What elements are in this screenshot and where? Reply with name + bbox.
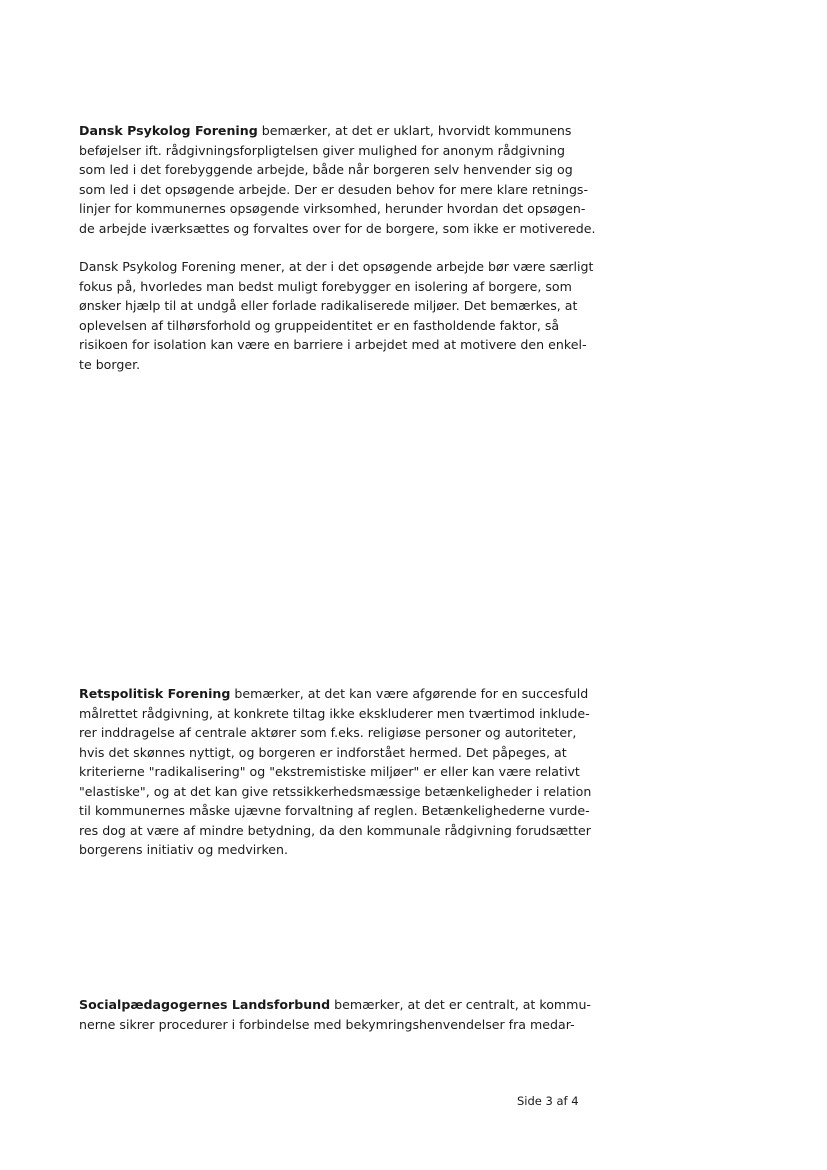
paragraph-line: risikoen for isolation kan være en barriere i arbejdet med at motivere den enkel- <box>79 337 587 352</box>
paragraph-line: til kommunernes måske ujævne forvaltning af reglen. Betænkelighederne vurde- <box>79 803 590 818</box>
paragraph-line: som led i det forebyggende arbejde, både når borgeren selv henvender sig og <box>79 162 573 177</box>
paragraph-line: kriterierne "radikalisering" og "ekstremistiske miljøer" er eller kan være relativt <box>79 764 580 779</box>
page-number: Side 3 af 4 <box>517 1094 579 1108</box>
paragraph-retspolitisk-forening <box>79 684 609 860</box>
paragraph-line: Retspolitisk Forening bemærker, at det kan være afgørende for en succesfuld <box>79 686 589 701</box>
paragraph-line: te borger. <box>79 356 141 372</box>
paragraph-line: res dog at være af mindre betydning, da den kommunale rådgivning forudsætter <box>79 822 591 838</box>
paragraph-dansk-psykolog-forening-1 <box>79 121 609 238</box>
organization-name: Retspolitisk Forening <box>79 686 231 701</box>
paragraph-line: beføjelser ift. rådgivningsforpligtelsen giver mulighed for anonym rådgivning <box>79 142 565 158</box>
paragraph-line: "elastiske", og at det kan give retssikkerhedsmæssige betænkeligheder i relation <box>79 783 592 799</box>
paragraph-line: målrettet rådgivning, at konkrete tiltag ikke ekskluderer men tværtimod inklude- <box>79 705 590 721</box>
paragraph-line: hvis det skønnes nyttigt, og borgeren er indforstået hermed. Det påpeges, at <box>79 744 567 760</box>
organization-name: Dansk Psykolog Forening <box>79 123 258 138</box>
paragraph-line: borgerens initiativ og medvirken. <box>79 842 289 857</box>
paragraph-line: Dansk Psykolog Forening bemærker, at det er uklart, hvorvidt kommunens <box>79 123 572 138</box>
paragraph-line: Socialpædagogernes Landsforbund bemærker, at det er centralt, at kommu- <box>79 997 591 1012</box>
paragraph-dansk-psykolog-forening-2 <box>79 257 609 374</box>
organization-name: Socialpædagogernes Landsforbund <box>79 997 331 1012</box>
paragraph-line: Dansk Psykolog Forening mener, at der i det opsøgende arbejde bør være særligt <box>79 259 594 274</box>
paragraph-line: ønsker hjælp til at undgå eller forlade radikaliserede miljøer. Det bemærkes, at <box>79 298 578 313</box>
paragraph-line: linjer for kommunernes opsøgende virksomhed, herunder hvordan det opsøgen- <box>79 201 586 216</box>
paragraph-line: rer inddragelse af centrale aktører som f.eks. religiøse personer og autoriteter, <box>79 725 577 740</box>
paragraph-line: oplevelsen af tilhørsforhold og gruppeidentitet er en fastholdende faktor, så <box>79 317 560 333</box>
paragraph-line: som led i det opsøgende arbejde. Der er desuden behov for mere klare retnings- <box>79 181 589 197</box>
paragraph-line: de arbejde iværksættes og forvaltes over for de borgere, som ikke er motiverede. <box>79 220 596 236</box>
paragraph-line: fokus på, hvorledes man bedst muligt forebygger en isolering af borgere, som <box>79 278 572 294</box>
paragraph-line: nerne sikrer procedurer i forbindelse med bekymringshenvendelser fra medar- <box>79 1016 575 1032</box>
paragraph-socialpaedagogernes-landsforbund <box>79 995 609 1034</box>
